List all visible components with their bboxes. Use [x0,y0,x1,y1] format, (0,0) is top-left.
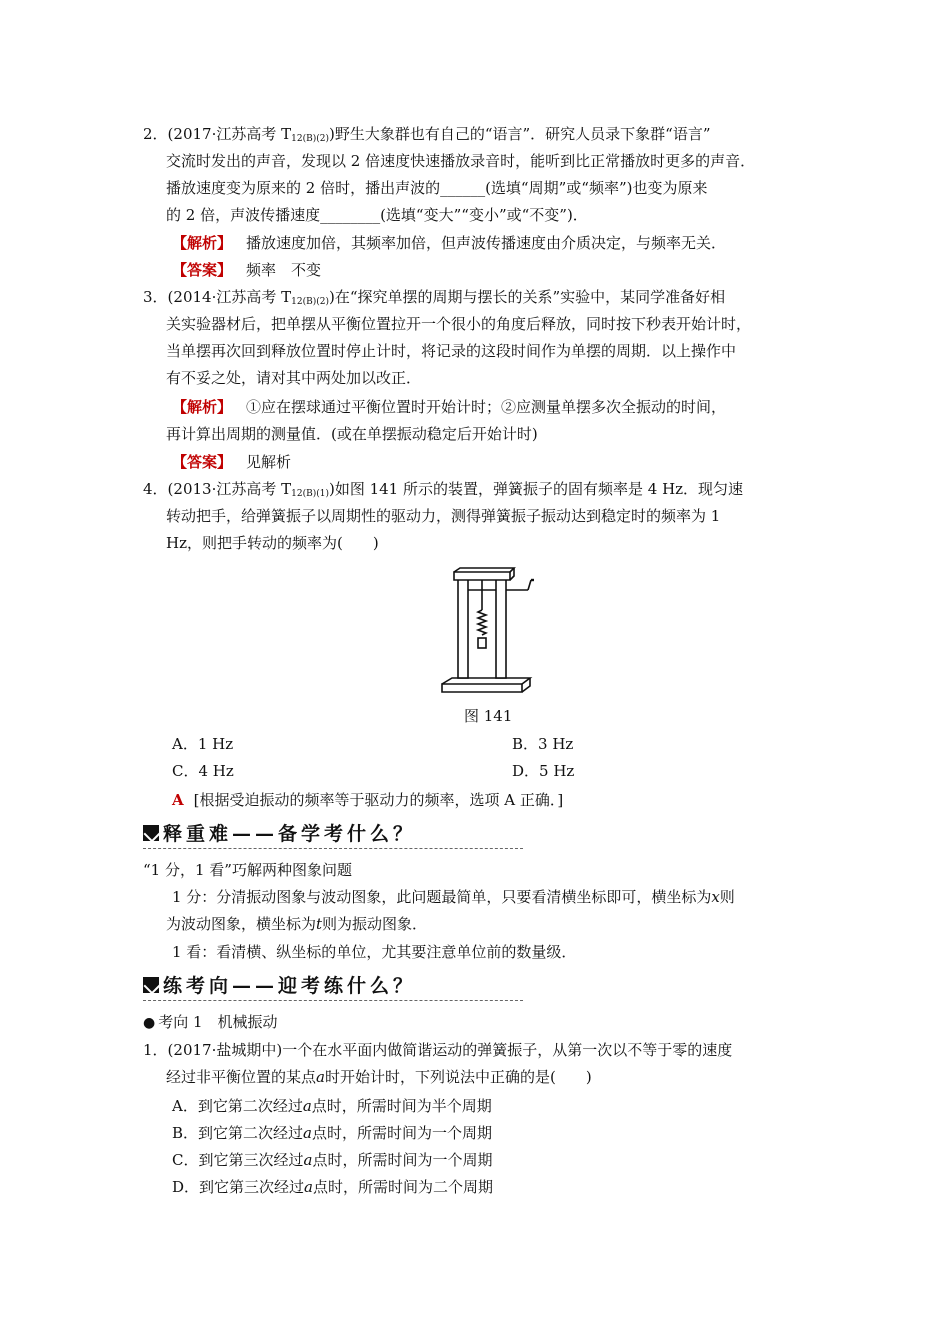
section-title: 练考向——迎考练什么？ [163,975,417,997]
topic-line: ● 考向 1 机械振动 [143,1013,278,1031]
s2-q1-line-1: 1．(2017·盐城期中)一个在水平面内做简谐运动的弹簧振子，从第一次以不等于零的速度 [143,1041,733,1059]
q3-line-3: 当单摆再次回到释放位置时停止计时，将记录的这段时间作为单摆的周期．以上操作中 [166,342,737,360]
q2-line-1: 2．(2017·江苏高考 $T_{12(B)(2)}$)野生大象群也有自己的“语言”．研究人员录下象群“语言” [143,125,711,144]
q3-line-2: 关实验器材后，把单摆从平衡位置拉开一个很小的角度后释放，同时按下秒表开始计时， [166,315,752,333]
figure-caption: 图 141 [464,707,513,725]
q4-option-d: D．5 Hz [512,762,575,780]
q3-line-4: 有不妥之处，请对其中两处加以改正． [166,369,422,387]
s2-q1-option-b: B．到它第二次经过a点时，所需时间为一个周期 [172,1124,492,1142]
spring-oscillator-figure [438,566,538,698]
s2-q1-option-a: A．到它第二次经过a点时，所需时间为半个周期 [172,1097,492,1115]
answer-tag: 【答案】 [172,261,233,279]
q2-answer: 【答案】 频率 不变 [172,261,322,279]
analysis-tag: 【解析】 [172,398,233,416]
s2-q1-option-d: D．到它第三次经过a点时，所需时间为二个周期 [172,1178,493,1196]
q4-line-1: 4．(2013·江苏高考 $T_{12(B)(1)}$)如图 141 所示的装置，弹簧振子的固有频率是 4 Hz．现匀速 [143,480,744,499]
q4-line-2: 转动把手，给弹簧振子以周期性的驱动力，测得弹簧振子振动达到稳定时的频率为 1 [166,507,721,525]
s2-q1-line-2: 经过非平衡位置的某点a时开始计时，下列说法中正确的是( ) [166,1068,592,1086]
analysis-tag: 【解析】 [172,234,233,252]
q2-line-4: 的 2 倍，声波传播速度________(选填“变大”“变小”或“不变”)． [166,206,588,224]
section-title: 释重难——备学考什么？ [163,823,417,845]
q4-line-3: Hz，则把手转动的频率为( ) [166,534,379,552]
q3-line-1: 3．(2014·江苏高考 $T_{12(B)(2)}$)在“探究单摆的周期与摆长的关系”实验中，某同学准备好相 [143,288,726,307]
section-header-1 [143,822,523,849]
section1-p2: 1 看：看清横、纵坐标的单位，尤其要注意单位前的数量级． [172,943,577,961]
section1-p1-cont: 为波动图象，横坐标为t则为振动图象． [166,915,428,933]
section-header-2 [143,974,523,1001]
q2-analysis: 【解析】 播放速度加倍，其频率加倍，但声波传播速度由介质决定，与频率无关． [172,234,727,252]
s2-q1-option-c: C．到它第三次经过a点时，所需时间为一个周期 [172,1151,493,1169]
q3-analysis: 【解析】 ①应在摆球通过平衡位置时开始计时；②应测量单摆多次全振动的时间， [172,398,727,416]
q4-option-c: C．4 Hz [172,762,234,780]
section-marker-icon [143,825,159,841]
bullet-dot-icon: ● [143,1015,156,1031]
q3-answer: 【答案】 见解析 [172,453,292,471]
q3-analysis-cont: 再计算出周期的测量值．(或在单摆振动稳定后开始计时) [166,425,538,443]
section1-p1: 1 分：分清振动图象与波动图象，此问题最简单，只要看清横坐标即可，横坐标为x则 [172,888,735,906]
section1-subtitle: “1 分，1 看”巧解两种图象问题 [143,861,352,879]
q4-option-b: B．3 Hz [512,735,574,753]
q2-line-3: 播放速度变为原来的 2 倍时，播出声波的______(选填“周期”或“频率”)也变为原来 [166,179,708,197]
answer-letter: A [172,791,184,809]
answer-tag: 【答案】 [172,453,233,471]
section-marker-icon [143,977,159,993]
q4-option-a: A．1 Hz [172,735,234,753]
q4-answer: A [根据受迫振动的频率等于驱动力的频率，选项 A 正确．] [172,791,564,809]
q2-line-2: 交流时发出的声音，发现以 2 倍速度快速播放录音时，能听到比正常播放时更多的声音． [166,152,756,170]
